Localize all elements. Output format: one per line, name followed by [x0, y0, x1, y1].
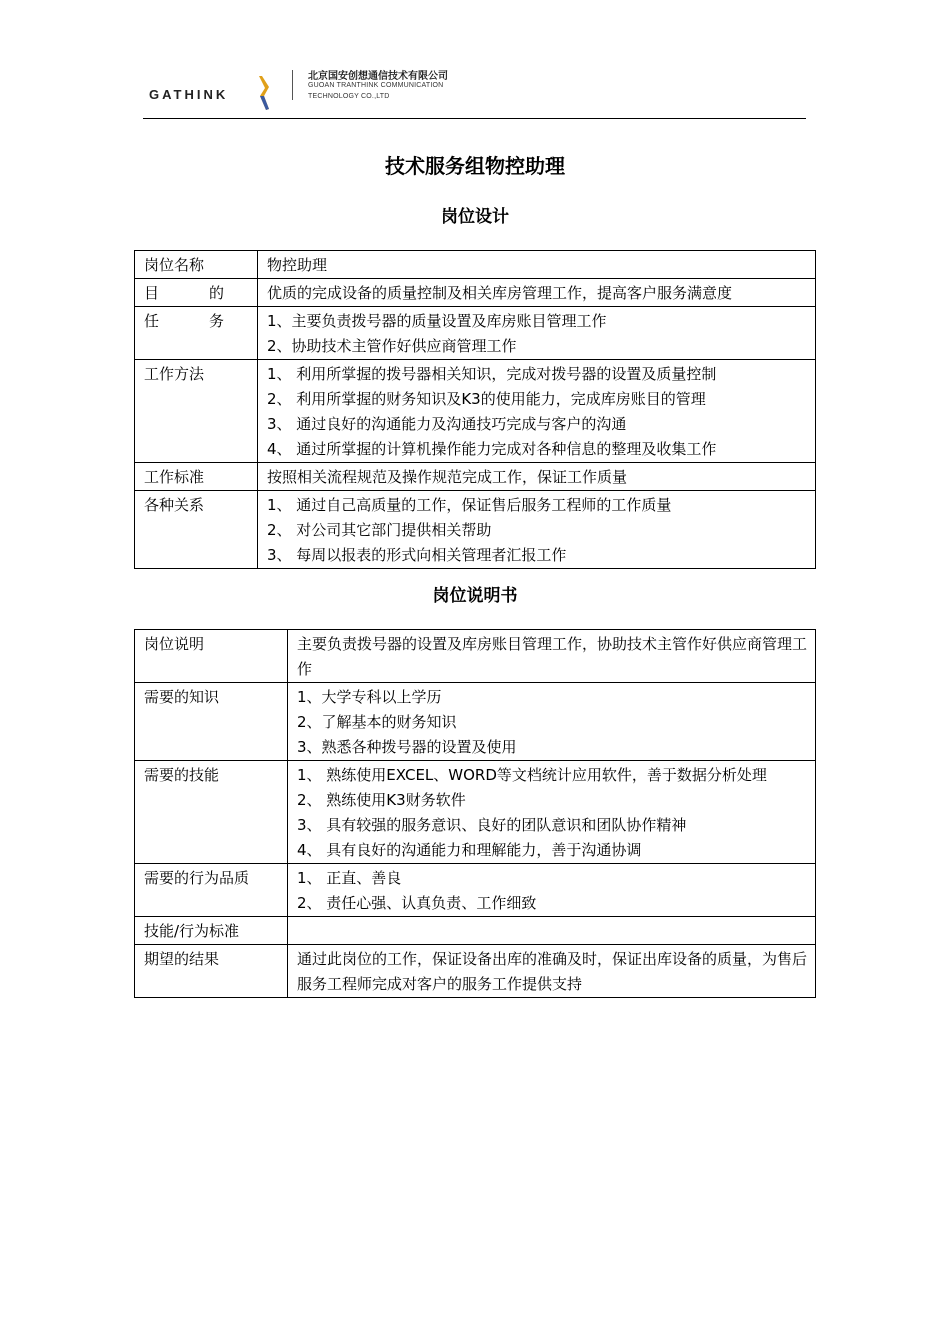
section-title-job-design: 岗位设计: [441, 207, 509, 227]
row-label: 各种关系: [135, 491, 258, 569]
row-label: 需要的技能: [135, 761, 288, 864]
table-row: [135, 360, 816, 463]
content-line: 2、 责任心强、认真负责、工作细致: [297, 894, 537, 912]
company-logo-text: GATHINK: [149, 87, 229, 102]
content-line: 4、 通过所掌握的计算机操作能力完成对各种信息的整理及收集工作: [267, 440, 717, 458]
table-row: [135, 864, 816, 917]
section-title-job-description: 岗位说明书: [432, 586, 518, 606]
table-row: [135, 917, 816, 945]
row-content: [288, 761, 816, 864]
row-label: 岗位名称: [135, 251, 258, 279]
row-label: 需要的知识: [135, 683, 288, 761]
document-title: 技术服务组物控助理: [385, 154, 565, 178]
content-text: 通过此岗位的工作，保证设备出库的准确及时，保证出库设备的质量，为售后服务工程师完成对客户的服务工作提供支持: [297, 950, 808, 993]
job-description-table: [134, 629, 816, 998]
content-line: 2、 熟练使用K3财务软件: [297, 791, 466, 809]
row-content: [288, 683, 816, 761]
page-header: [143, 60, 806, 119]
row-label: 工作方法: [135, 360, 258, 463]
content-line: 优质的完成设备的质量控制及相关库房管理工作，提高客户服务满意度: [267, 284, 733, 302]
row-content: [258, 491, 816, 569]
row-content: [258, 360, 816, 463]
content-line: 4、 具有良好的沟通能力和理解能力，善于沟通协调: [297, 841, 642, 859]
table-row: [135, 945, 816, 998]
row-label: 技能/行为标准: [135, 917, 288, 945]
table-row: [135, 761, 816, 864]
row-label: 目 的: [135, 279, 258, 307]
content-line: 1、 利用所掌握的拨号器相关知识，完成对拨号器的设置及质量控制: [267, 365, 717, 383]
content-line: 1、大学专科以上学历: [297, 688, 442, 706]
content-line: 2、 对公司其它部门提供相关帮助: [267, 521, 492, 539]
content-line: 1、主要负责拨号器的质量设置及库房账目管理工作: [267, 312, 607, 330]
row-label: 需要的行为品质: [135, 864, 288, 917]
company-name-cn: 北京国安创想通信技术有限公司: [308, 71, 448, 82]
table-row: [135, 279, 816, 307]
content-line: 2、 利用所掌握的财务知识及K3的使用能力，完成库房账目的管理: [267, 390, 706, 408]
content-line: 3、 每周以报表的形式向相关管理者汇报工作: [267, 546, 567, 564]
table-row: [135, 630, 816, 683]
row-content: [288, 864, 816, 917]
table-row: [135, 491, 816, 569]
row-content: [288, 945, 816, 998]
logo-divider: [292, 70, 293, 100]
row-content: [258, 251, 816, 279]
company-name-en-line1: GUOAN TRANTHINK COMMUNICATION: [308, 82, 444, 89]
row-content: [288, 630, 816, 683]
company-logo-icon: [256, 74, 272, 112]
row-content: [258, 463, 816, 491]
content-line: 3、 通过良好的沟通能力及沟通技巧完成与客户的沟通: [267, 415, 627, 433]
content-line: 物控助理: [267, 256, 328, 274]
row-label: 期望的结果: [135, 945, 288, 998]
table-row: [135, 251, 816, 279]
table-row: [135, 463, 816, 491]
row-content: [258, 307, 816, 360]
content-line: 3、熟悉各种拨号器的设置及使用: [297, 738, 517, 756]
content-line: 1、 正直、善良: [297, 869, 402, 887]
content-line: 2、了解基本的财务知识: [297, 713, 457, 731]
content-line: 1、 熟练使用EXCEL、WORD等文档统计应用软件，善于数据分析处理: [297, 766, 767, 784]
content-line: 2、协助技术主管作好供应商管理工作: [267, 337, 517, 355]
row-label: 工作标准: [135, 463, 258, 491]
row-content: [258, 279, 816, 307]
table-row: [135, 683, 816, 761]
row-label: 岗位说明: [135, 630, 288, 683]
job-design-table: [134, 250, 816, 569]
row-label: 任 务: [135, 307, 258, 360]
content-text: 主要负责拨号器的设置及库房账目管理工作，协助技术主管作好供应商管理工作: [297, 635, 808, 678]
company-name-en-line2: TECHNOLOGY CO.,LTD: [308, 93, 390, 100]
row-content: [288, 917, 816, 945]
content-line: 3、 具有较强的服务意识、良好的团队意识和团队协作精神: [297, 816, 687, 834]
content-line: 按照相关流程规范及操作规范完成工作，保证工作质量: [267, 468, 628, 486]
content-line: 1、 通过自己高质量的工作，保证售后服务工程师的工作质量: [267, 496, 672, 514]
table-row: [135, 307, 816, 360]
